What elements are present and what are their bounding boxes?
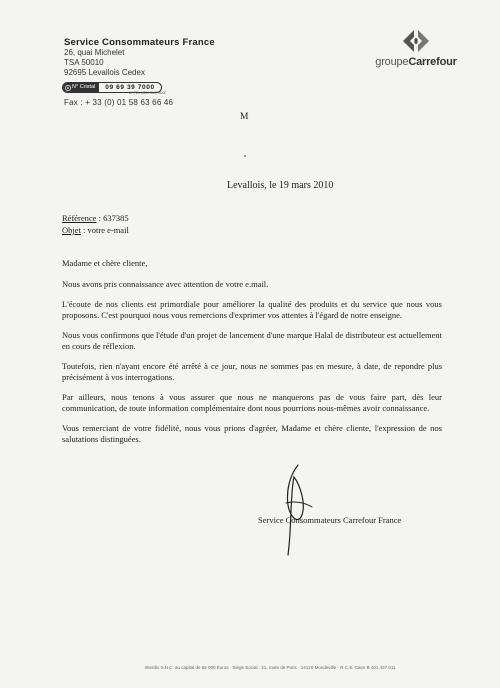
sender-address-line: 26, quai Michelet: [64, 48, 125, 57]
numero-label: N° Cristal: [72, 84, 96, 90]
body-paragraph: Vous remerciant de votre fidélité, nous vous prions d'agréer, Madame et chère cliente, l'expression de nos salutations distinguées.: [62, 423, 442, 444]
signatory: Service Consommateurs Carrefour France: [258, 515, 402, 525]
letter-body: [62, 258, 442, 454]
logo-prefix: groupe: [375, 56, 409, 68]
objet-label: Objet: [62, 225, 81, 235]
reference-line: [62, 212, 129, 224]
logo-wordmark: [368, 56, 464, 68]
numero-value: 09 69 39 7000: [105, 84, 155, 91]
reference-block: [62, 212, 129, 236]
sender-company: Service Consommateurs France: [64, 37, 215, 48]
sender-block: [64, 38, 215, 78]
reference-value: : 637385: [96, 213, 129, 223]
sender-address-line: TSA 50010: [64, 58, 104, 67]
phone-play-icon: [65, 85, 71, 91]
objet-value: : votre e-mail: [80, 225, 129, 235]
objet-line: [62, 224, 129, 236]
logo-brand: Carrefour: [408, 56, 457, 68]
salutation: Madame et chère cliente,: [62, 258, 148, 268]
body-paragraph: Nous vous confirmons que l'étude d'un projet de lancement d'une marque Halal de distributeur est actuellement en cours de réflexion.: [62, 330, 442, 351]
body-paragraph: Nous avons pris connaissance avec attention de votre e.mail.: [62, 278, 269, 289]
reference-label: Référence: [62, 213, 97, 223]
body-paragraph: Par ailleurs, nous tenons à vous assurer que nous ne manquerons pas de vous faire part, dès leur communication, de toute information complémentaire dont nous pourrions nous-mêmes avoir connaissance.: [62, 392, 442, 413]
scan-speck: [244, 155, 246, 157]
sender-address-line: 92695 Levallois Cedex: [64, 68, 145, 77]
letter-date: Levallois, le 19 mars 2010: [227, 180, 334, 191]
footer-legal: Interdis S.N.C. au capital de 56 000 Euros · Siège Social : 21, route de Paris · 14120 Mondeville · R.C.S. Caen B 401 437 011: [144, 665, 396, 670]
handwritten-signature: [268, 455, 328, 565]
carrefour-logo: [368, 26, 464, 72]
numero-note: APPEL NON SURTAXE: [128, 91, 166, 95]
sender-fax: Fax : + 33 (0) 01 58 63 66 46: [64, 98, 174, 107]
recipient-line: M: [240, 112, 249, 122]
body-paragraph: Toutefois, rien n'ayant encore été arrêté à ce jour, nous ne sommes pas en mesure, à date, de repondre plus précisément à vos interrogations.: [62, 361, 442, 382]
carrefour-logo-icon: [368, 26, 464, 56]
body-paragraph: L'écoute de nos clients est primordiale pour améliorer la qualité des produits et du service que nous vous proposons. C'est pourquoi nous vous remercions d'exprimer vos attentes à l'égard de notre enseigne.: [62, 299, 442, 320]
